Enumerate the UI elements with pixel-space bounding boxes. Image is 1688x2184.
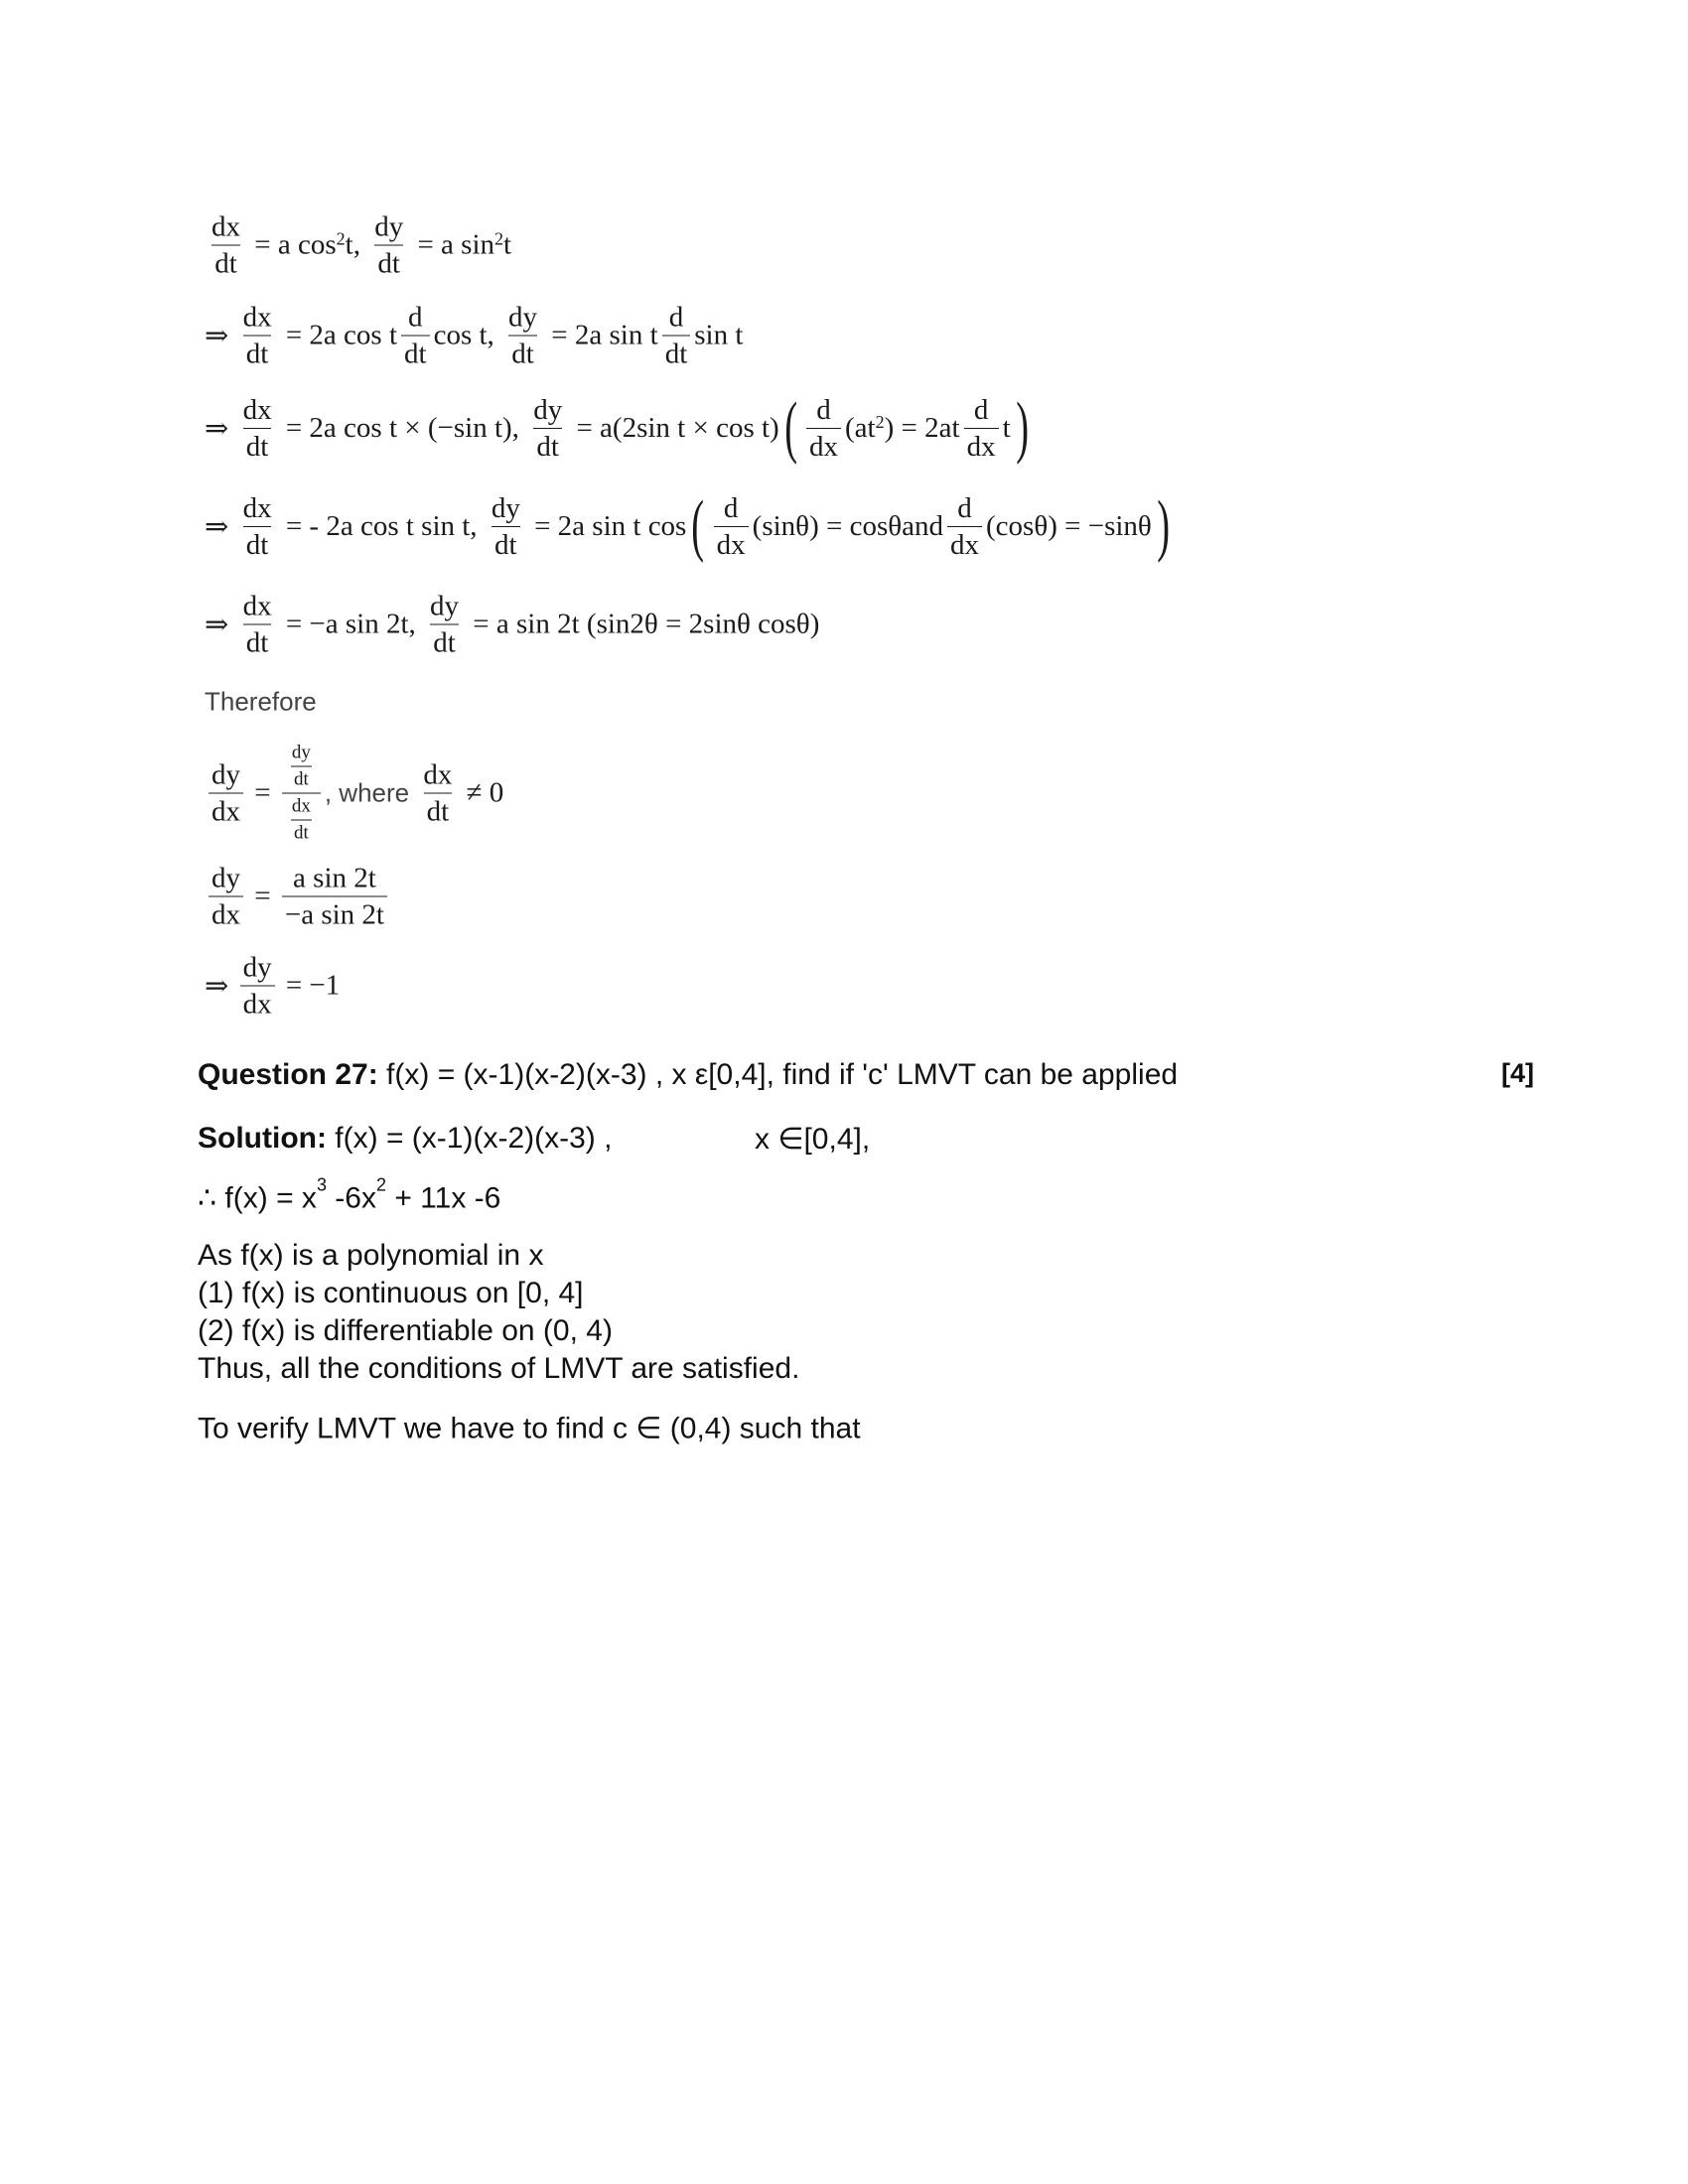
denominator: dx	[714, 526, 749, 561]
denominator: dx	[964, 428, 999, 463]
math-text: t	[503, 228, 512, 261]
fraction	[240, 591, 275, 659]
fraction	[489, 492, 523, 561]
numerator: dx	[211, 210, 240, 243]
numerator: d	[957, 491, 972, 524]
math-line	[205, 952, 340, 1021]
fraction	[947, 492, 982, 561]
fraction	[209, 759, 243, 828]
exponent: 3	[316, 1174, 327, 1195]
solution-text: f(x) = (x-1)(x-2)(x-3) ,	[326, 1122, 613, 1155]
fraction	[714, 492, 749, 561]
therefore-label: Therefore	[205, 686, 317, 717]
fraction	[427, 591, 462, 659]
math-text: cos t,	[433, 319, 502, 351]
numerator: dy	[211, 862, 240, 894]
math-text: ⇒	[205, 412, 236, 445]
fraction	[806, 394, 841, 463]
numerator: d	[973, 393, 989, 426]
fraction	[240, 394, 275, 463]
question-label: Question 27:	[198, 1058, 378, 1091]
math-line	[205, 302, 743, 370]
numerator: a sin 2t	[293, 862, 376, 894]
question-line	[198, 1058, 1534, 1092]
math-text: t	[1002, 411, 1011, 444]
question-marks: [4]	[1501, 1058, 1534, 1088]
fraction	[240, 302, 275, 370]
math-text: ≠ 0	[459, 776, 504, 809]
text-line: (2) f(x) is differentiable on (0, 4)	[198, 1314, 613, 1347]
exponent: 2	[875, 411, 885, 432]
fraction	[240, 492, 275, 561]
solution-label: Solution:	[198, 1122, 327, 1155]
math-text: sin t	[694, 319, 744, 351]
math-text: =	[247, 776, 278, 809]
denominator: dt	[243, 624, 272, 659]
denominator: dt	[401, 336, 430, 370]
math-line	[205, 389, 1034, 466]
denominator: dt	[430, 624, 459, 659]
parenthesis: (	[691, 487, 705, 564]
denominator: dt	[533, 428, 562, 463]
question-text: f(x) = (x-1)(x-2)(x-3) , x ε[0,4], find if 'c' LMVT can be applied	[377, 1058, 1179, 1091]
numerator: d	[816, 393, 831, 426]
fraction	[371, 211, 406, 280]
denominator: dt	[243, 428, 272, 463]
denominator: −a sin 2t	[282, 896, 387, 931]
math-text: ⇒	[205, 510, 236, 543]
denominator	[282, 793, 321, 845]
text-line: To verify LMVT we have to find c ∈ (0,4) such that	[198, 1412, 861, 1445]
fraction	[662, 302, 691, 370]
math-text: ⇒	[205, 320, 236, 352]
text-line: As f(x) is a polynomial in x	[198, 1239, 544, 1272]
expansion-line	[198, 1174, 501, 1216]
fraction	[420, 759, 455, 828]
denominator: dt	[374, 245, 403, 280]
math-text: (at	[845, 411, 876, 444]
math-text: = −a sin 2t,	[278, 608, 424, 640]
math-text: = 2a cos t	[278, 319, 398, 351]
solution-line	[198, 1122, 1191, 1156]
denominator: dt	[243, 526, 272, 561]
math-line	[205, 591, 819, 659]
expansion-text: + 11x -6	[385, 1181, 501, 1215]
parenthesis: (	[783, 389, 797, 466]
math-text: = 2a sin t	[544, 319, 658, 351]
fraction	[401, 302, 430, 370]
denominator: dx	[209, 793, 243, 828]
math-text: = a sin	[410, 228, 495, 261]
numerator	[282, 743, 321, 793]
math-text: = a cos	[247, 228, 337, 261]
numerator: dx	[242, 491, 272, 524]
numerator: dy	[291, 742, 311, 763]
denominator: dx	[240, 986, 275, 1021]
numerator: dx	[291, 795, 311, 817]
numerator: dy	[211, 758, 240, 791]
fraction	[209, 211, 243, 280]
numerator: dy	[508, 301, 538, 334]
denominator: dt	[508, 336, 537, 370]
exponent: 2	[494, 228, 504, 249]
numerator: d	[408, 301, 423, 334]
fraction	[289, 796, 314, 845]
numerator: dy	[374, 210, 404, 243]
math-text: = 2a sin t cos	[526, 509, 687, 542]
math-text: = a sin 2t (sin2θ = 2sinθ cosθ)	[466, 608, 820, 640]
math-line	[205, 211, 511, 280]
math-text: = a(2sin t × cos t)	[569, 411, 779, 444]
math-text: (sinθ) = cosθand	[752, 509, 943, 542]
numerator: dy	[430, 590, 460, 622]
math-text: ⇒	[205, 970, 236, 1003]
text-line: (1) f(x) is continuous on [0, 4]	[198, 1277, 584, 1309]
numerator: dy	[242, 951, 272, 984]
math-text: =	[247, 880, 278, 912]
math-text: t,	[345, 228, 368, 261]
fraction	[289, 743, 314, 791]
fraction	[530, 394, 565, 463]
parenthesis: )	[1157, 487, 1170, 564]
math-text: = - 2a cos t sin t,	[278, 509, 485, 542]
denominator: dt	[424, 793, 453, 828]
math-text: (cosθ) = −sinθ	[986, 509, 1152, 542]
fraction	[240, 952, 275, 1021]
exponent: 2	[336, 228, 346, 249]
expansion-text: ∴ f(x) = x	[198, 1181, 317, 1215]
numerator: dx	[242, 590, 272, 622]
denominator: dt	[291, 820, 312, 845]
denominator: dx	[209, 896, 243, 931]
numerator: dx	[242, 393, 272, 426]
fraction	[209, 863, 243, 931]
math-text: = −1	[278, 969, 341, 1002]
numerator: dx	[242, 301, 272, 334]
numerator: dy	[491, 491, 520, 524]
expansion-text: -6x	[326, 1181, 376, 1215]
fraction	[282, 863, 387, 931]
numerator: dx	[423, 758, 453, 791]
numerator: d	[668, 301, 684, 334]
math-line	[205, 863, 391, 931]
fraction	[505, 302, 540, 370]
denominator: dt	[211, 245, 240, 280]
numerator: d	[723, 491, 739, 524]
denominator: dx	[947, 526, 982, 561]
denominator: dt	[291, 766, 312, 791]
math-text: , where	[324, 777, 417, 808]
denominator: dt	[662, 336, 691, 370]
math-text: = 2a cos t × (−sin t),	[278, 411, 527, 444]
math-text: ⇒	[205, 609, 236, 641]
numerator: dy	[533, 393, 563, 426]
solution-domain: x ∈[0,4],	[755, 1123, 871, 1156]
fraction	[964, 394, 999, 463]
parenthesis: )	[1015, 389, 1029, 466]
math-text: ) = 2at	[884, 411, 960, 444]
compound-fraction	[282, 743, 321, 845]
denominator: dx	[806, 428, 841, 463]
math-line	[205, 743, 503, 845]
denominator: dt	[492, 526, 520, 561]
text-line: Thus, all the conditions of LMVT are satisfied.	[198, 1352, 800, 1385]
math-line	[205, 487, 1175, 564]
exponent: 2	[375, 1174, 386, 1195]
denominator: dt	[243, 336, 272, 370]
